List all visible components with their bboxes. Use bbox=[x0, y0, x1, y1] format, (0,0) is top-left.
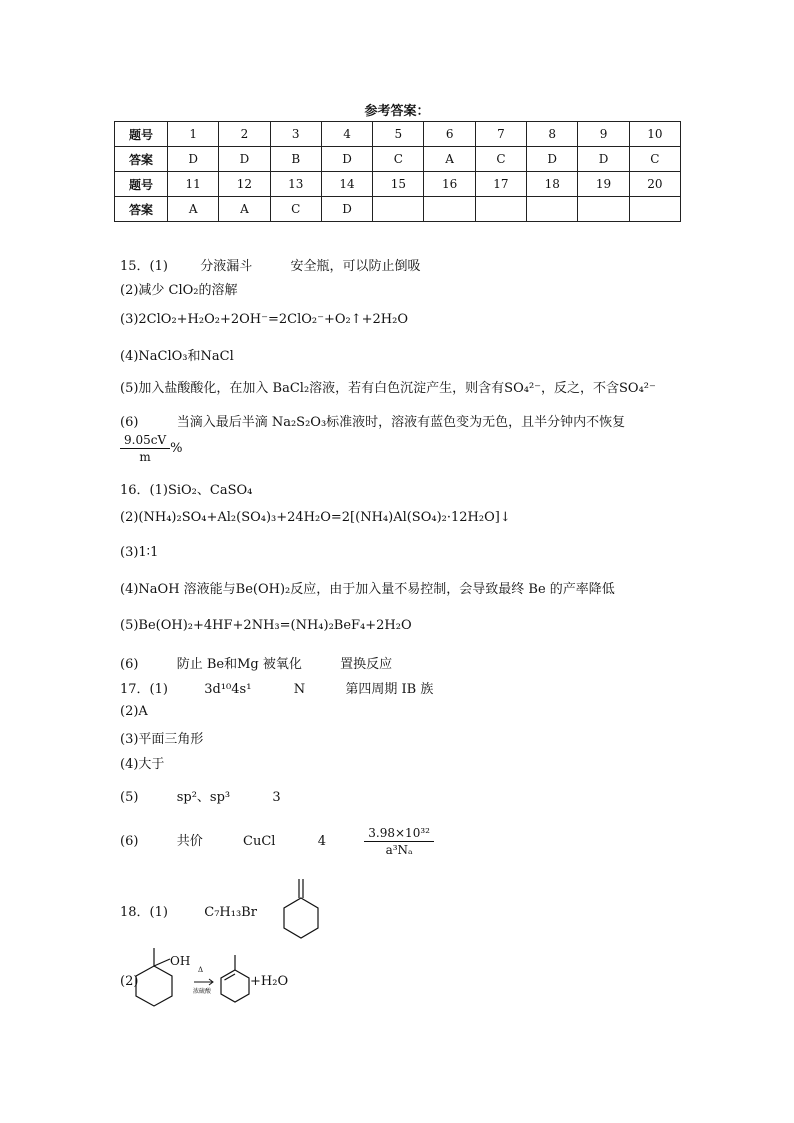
table-cell: 16 bbox=[424, 172, 475, 197]
table-cell: 10 bbox=[629, 122, 680, 147]
q18-2-number: (2) bbox=[120, 974, 139, 989]
table-cell bbox=[373, 197, 424, 222]
table-cell: 17 bbox=[475, 172, 526, 197]
table-cell: 3 bbox=[270, 122, 321, 147]
q17-line-4: (4)大于 bbox=[120, 757, 165, 772]
q15-line-1 bbox=[120, 255, 421, 274]
q16-6-answer-a: 防止 Be和Mg 被氧化 bbox=[176, 657, 302, 672]
table-cell: D bbox=[168, 147, 219, 172]
q16-line-4: (4)NaOH 溶液能与Be(OH)₂反应，由于加入量不易控制，会导致最终 Be 的产率降低 bbox=[120, 582, 615, 597]
q17-6-fraction-numerator: 3.98×10³² bbox=[364, 826, 434, 842]
q16-line-6 bbox=[120, 653, 392, 672]
table-cell: D bbox=[321, 147, 372, 172]
table-cell: D bbox=[219, 147, 270, 172]
table-cell: 9 bbox=[578, 122, 629, 147]
table-row bbox=[115, 147, 681, 172]
q16-line-2: (2)(NH₄)₂SO₄+Al₂(SO₄)₃+24H₂O=2[(NH₄)Al(SO₄)₂·12H₂O]↓ bbox=[120, 510, 511, 525]
q15-6-text: 当滴入最后半滴 Na₂S₂O₃标准液时，溶液有蓝色变为无色，且半分钟内不恢复 bbox=[176, 415, 626, 430]
q17-6-answer-b: CuCl bbox=[243, 834, 276, 849]
q18-1-formula: C₇H₁₃Br bbox=[204, 905, 257, 920]
q16-line-3: (3)1∶1 bbox=[120, 545, 159, 560]
table-cell: A bbox=[219, 197, 270, 222]
table-cell: 20 bbox=[629, 172, 680, 197]
q17-line-3: (3)平面三角形 bbox=[120, 732, 204, 747]
q17-5-number: (5) bbox=[120, 790, 139, 805]
q15-line-5: (5)加入盐酸酸化，在加入 BaCl₂溶液，若有白色沉淀产生，则含有SO₄²⁻，反之，不含SO₄²⁻ bbox=[120, 381, 656, 396]
q17-line-6 bbox=[120, 826, 434, 857]
table-cell: A bbox=[424, 147, 475, 172]
q15-6-fraction-numerator: 9.05cV bbox=[120, 433, 170, 449]
q17-1-answer-c: 第四周期 IB 族 bbox=[345, 682, 434, 697]
table-cell: A bbox=[168, 197, 219, 222]
table-cell bbox=[475, 197, 526, 222]
table-cell: C bbox=[373, 147, 424, 172]
q16-line-5: (5)Be(OH)₂+4HF+2NH₃=(NH₄)₂BeF₄+2H₂O bbox=[120, 618, 412, 633]
q17-6-fraction bbox=[364, 826, 434, 857]
q16-line-1: 16．(1)SiO₂、CaSO₄ bbox=[120, 483, 253, 498]
table-cell bbox=[629, 197, 680, 222]
table-cell: 8 bbox=[527, 122, 578, 147]
q17-5-answer-a: sp²、sp³ bbox=[176, 790, 231, 805]
q15-line-3: (3)2ClO₂+H₂O₂+2OH⁻=2ClO₂⁻+O₂↑+2H₂O bbox=[120, 312, 409, 327]
q15-6-number: (6) bbox=[120, 415, 139, 430]
q17-6-answer-a: 共价 bbox=[176, 834, 203, 849]
table-cell: C bbox=[270, 197, 321, 222]
q17-1-answer-b: N bbox=[293, 682, 306, 697]
table-cell bbox=[578, 197, 629, 222]
table-row bbox=[115, 197, 681, 222]
condition-heat: Δ bbox=[198, 966, 204, 974]
q17-line-1 bbox=[120, 678, 433, 697]
q18-number: 18．(1) bbox=[120, 905, 168, 920]
hydroxyl-label: OH bbox=[170, 954, 191, 968]
table-cell: 12 bbox=[219, 172, 270, 197]
q15-line-6 bbox=[120, 411, 625, 430]
table-cell: C bbox=[475, 147, 526, 172]
table-cell: D bbox=[578, 147, 629, 172]
table-cell: 2 bbox=[219, 122, 270, 147]
table-cell: 19 bbox=[578, 172, 629, 197]
page-title: 参考答案： bbox=[364, 104, 430, 119]
q15-1-answer-b: 安全瓶，可以防止倒吸 bbox=[290, 259, 421, 274]
q15-6-result bbox=[120, 433, 182, 464]
answer-table bbox=[114, 121, 681, 222]
table-row bbox=[115, 172, 681, 197]
table-cell bbox=[527, 197, 578, 222]
table-cell: 6 bbox=[424, 122, 475, 147]
q16-6-answer-b: 置换反应 bbox=[340, 657, 393, 672]
table-cell: 1 bbox=[168, 122, 219, 147]
methylenecyclohexane-structure bbox=[280, 878, 324, 940]
reaction-arrow bbox=[194, 978, 214, 986]
table-cell: 15 bbox=[373, 172, 424, 197]
q15-number: 15．(1) bbox=[120, 259, 168, 274]
q16-6-number: (6) bbox=[120, 657, 139, 672]
table-row bbox=[115, 122, 681, 147]
q15-6-unit: % bbox=[170, 441, 183, 456]
table-cell: D bbox=[527, 147, 578, 172]
table-cell: 14 bbox=[321, 172, 372, 197]
table-cell bbox=[424, 197, 475, 222]
table-cell: 5 bbox=[373, 122, 424, 147]
q15-line-4: (4)NaClO₃和NaCl bbox=[120, 349, 234, 364]
table-cell: B bbox=[270, 147, 321, 172]
table-row-header: 答案 bbox=[115, 197, 168, 222]
q15-6-fraction bbox=[120, 433, 170, 464]
product-water: +H₂O bbox=[250, 974, 289, 989]
condition-acid: 浓硫酸 bbox=[193, 988, 212, 995]
q17-1-answer-a: 3d¹⁰4s¹ bbox=[204, 682, 252, 697]
table-cell: 11 bbox=[168, 172, 219, 197]
table-cell: D bbox=[321, 197, 372, 222]
methylcyclohexene-structure bbox=[218, 952, 254, 1008]
table-row-header: 答案 bbox=[115, 147, 168, 172]
table-cell: 13 bbox=[270, 172, 321, 197]
q15-line-2: (2)减少 ClO₂的溶解 bbox=[120, 283, 238, 298]
table-cell: 7 bbox=[475, 122, 526, 147]
q15-6-fraction-denominator: m bbox=[139, 450, 151, 464]
q17-line-2: (2)A bbox=[120, 704, 148, 719]
table-row-header: 题号 bbox=[115, 172, 168, 197]
q17-6-number: (6) bbox=[120, 834, 139, 849]
q17-number: 17．(1) bbox=[120, 682, 168, 697]
q17-line-5 bbox=[120, 786, 281, 805]
q17-6-answer-c: 4 bbox=[317, 834, 326, 849]
q17-5-answer-b: 3 bbox=[272, 790, 281, 805]
table-row-header: 题号 bbox=[115, 122, 168, 147]
table-cell: 18 bbox=[527, 172, 578, 197]
q17-6-fraction-denominator: a³Nₐ bbox=[385, 843, 413, 857]
q15-1-answer-a: 分液漏斗 bbox=[200, 259, 253, 274]
table-cell: C bbox=[629, 147, 680, 172]
q18-line-1 bbox=[120, 901, 257, 920]
table-cell: 4 bbox=[321, 122, 372, 147]
